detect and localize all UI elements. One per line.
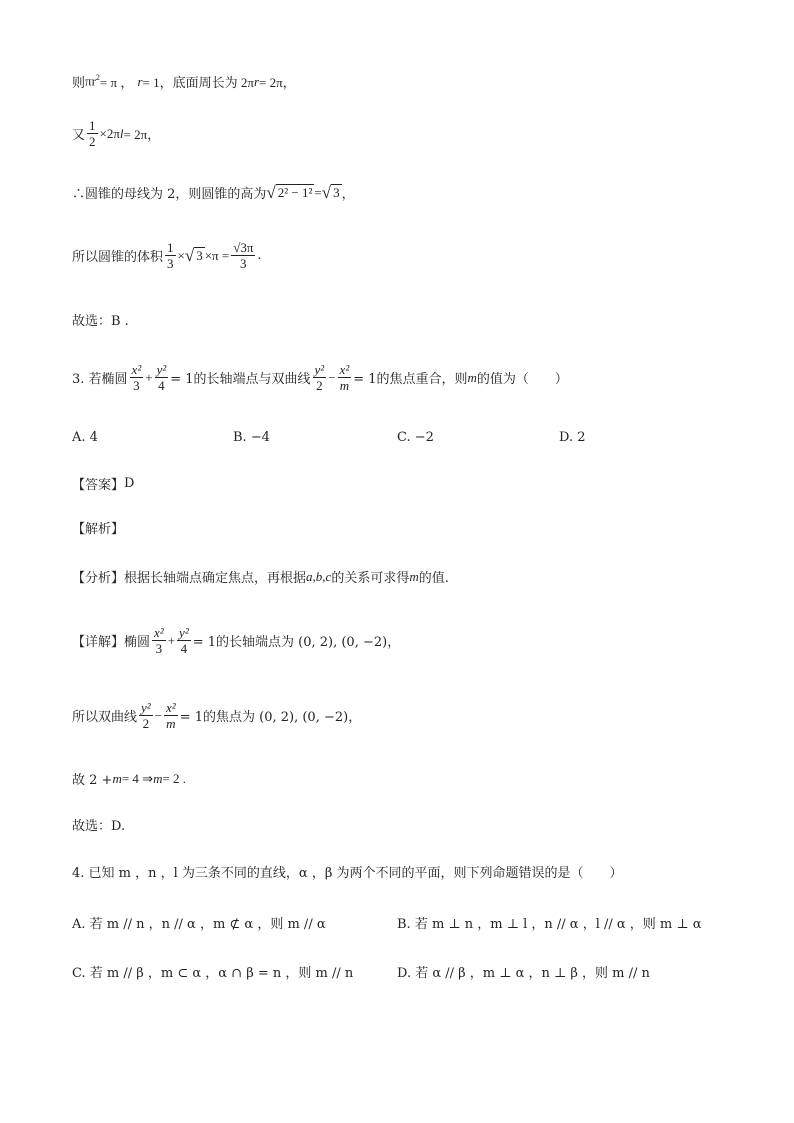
sqrt: √ 2² − 1² <box>266 182 313 202</box>
numerator: x² <box>131 362 142 377</box>
text: = 1的焦点重合，则 <box>353 372 468 387</box>
detail-line-1 <box>72 625 400 656</box>
fraction <box>231 240 255 271</box>
denominator: m <box>339 378 350 393</box>
radicand: 2² − 1² <box>277 185 313 200</box>
variables: a,b,c <box>306 568 332 584</box>
text: = 1的长轴端点与双曲线 <box>170 372 311 387</box>
text: 的值. <box>418 571 449 586</box>
math-expr: ×π = <box>204 247 230 263</box>
fraction <box>313 362 327 393</box>
solution-line-2 <box>72 118 160 149</box>
text: 所以圆锥的体积 <box>72 250 164 265</box>
detail-line-2 <box>72 700 361 731</box>
denominator: m <box>166 716 176 731</box>
q4-option-a: A. 若 m // n ，n // α ，m ⊄ α ，则 m // α <box>72 917 326 932</box>
text: 的关系可求得 <box>331 571 410 586</box>
numerator: y² <box>156 362 167 377</box>
text: = 1的长轴端点为 (0, 2), (0, −2)， <box>192 635 401 650</box>
operator: + <box>167 632 176 648</box>
fraction <box>177 625 191 656</box>
variable: r <box>137 73 143 89</box>
denominator: 2 <box>89 134 96 149</box>
text: 所以双曲线 <box>72 710 138 725</box>
option-d: D. 2 <box>559 430 586 445</box>
text: . <box>257 248 262 263</box>
q4-option-b: B. 若 m ⊥ n ，m ⊥ l ，n // α ，l // α ，则 m ⊥ α <box>397 917 702 932</box>
variable: l <box>119 125 124 141</box>
solution-line-4 <box>72 240 262 271</box>
sqrt: √ 3 <box>321 182 340 202</box>
numerator: 1 <box>167 240 174 255</box>
numerator: 1 <box>89 118 96 133</box>
text: 又 <box>72 128 86 143</box>
math-expr: πr <box>85 73 96 89</box>
operator: + <box>145 369 153 385</box>
text: 椭圆 <box>124 635 151 650</box>
math-expr: = 4 ⇒ <box>121 770 154 786</box>
analysis-label: 【分析】 <box>72 571 125 586</box>
detail-line-3 <box>72 769 186 788</box>
denominator: 4 <box>158 378 165 393</box>
numerator: x² <box>166 700 176 715</box>
numerator: x² <box>339 362 350 377</box>
fraction <box>164 700 178 731</box>
analysis-line <box>72 567 449 586</box>
option-a: A. 4 <box>72 430 98 445</box>
text: 的值为（ ） <box>476 372 568 387</box>
denominator: 3 <box>240 256 247 271</box>
solution-line-1 <box>72 72 296 91</box>
text: = 1的焦点为 (0, 2), (0, −2)， <box>179 710 362 725</box>
math-expr: = 2 . <box>162 770 187 786</box>
denominator: 4 <box>180 641 188 656</box>
math-expr: ×2π <box>99 125 120 141</box>
variable: m <box>409 568 419 584</box>
answer <box>72 474 134 493</box>
numerator: y² <box>179 625 189 640</box>
math-expr: = 1，底面周长为 2π <box>142 75 254 90</box>
denominator: 3 <box>167 256 174 271</box>
text: ， <box>341 187 355 202</box>
question-4: 4. 已知 m ，n ，l 为三条不同的直线，α ，β 为两个不同的平面，则下列命题错误的是（ ） <box>72 866 623 881</box>
answer-value: D <box>124 476 135 491</box>
variable: r <box>253 73 259 89</box>
fraction <box>152 625 166 656</box>
denominator: 2 <box>142 716 150 731</box>
solution-choice: 故选：D. <box>72 819 126 834</box>
answer-tag: 【答案】 <box>72 478 125 493</box>
exponent: 2 <box>95 73 100 83</box>
variable: m <box>467 369 477 385</box>
math-expr: = <box>314 184 322 200</box>
text: 则 <box>72 76 86 91</box>
fraction <box>165 240 176 271</box>
operator: − <box>154 707 163 723</box>
operator: − <box>328 369 336 385</box>
fraction <box>139 700 153 731</box>
fraction <box>338 362 352 393</box>
denominator: 3 <box>133 378 140 393</box>
text: ∴圆锥的母线为 2，则圆锥的高为 <box>72 187 267 202</box>
fraction <box>155 362 169 393</box>
denominator: 3 <box>155 641 163 656</box>
variable: m <box>153 770 163 786</box>
question-number: 3. 若椭圆 <box>72 372 128 387</box>
sqrt: √ 3 <box>184 245 203 265</box>
solution-line-5: 故选：B . <box>72 314 129 329</box>
text: 故 2 + <box>72 773 113 788</box>
numerator: √3π <box>233 240 254 255</box>
q4-option-c: C. 若 m // β ，m ⊂ α ，α ∩ β = n ，则 m // n <box>72 966 354 981</box>
math-expr: = 2π， <box>259 75 296 90</box>
question-3 <box>72 362 568 393</box>
fraction <box>87 118 98 149</box>
fraction <box>130 362 144 393</box>
option-b: B. −4 <box>233 430 270 445</box>
solution-line-3 <box>72 183 355 202</box>
math-expr: = π ， <box>99 75 134 90</box>
detail-label: 【详解】 <box>72 635 125 650</box>
text: 根据长轴端点确定焦点，再根据 <box>124 571 307 586</box>
analysis-tag: 【解析】 <box>72 522 125 537</box>
numerator: x² <box>154 625 164 640</box>
math-expr: = 2π， <box>123 127 161 142</box>
option-c: C. −2 <box>397 430 434 445</box>
numerator: y² <box>141 700 151 715</box>
radicand: 3 <box>333 185 340 200</box>
q4-option-d: D. 若 α // β ，m ⊥ α ，n ⊥ β ，则 m // n <box>397 966 650 981</box>
numerator: y² <box>314 362 325 377</box>
radicand: 3 <box>196 248 203 263</box>
math-expr: × <box>177 247 185 263</box>
denominator: 2 <box>316 378 323 393</box>
variable: m <box>112 770 122 786</box>
